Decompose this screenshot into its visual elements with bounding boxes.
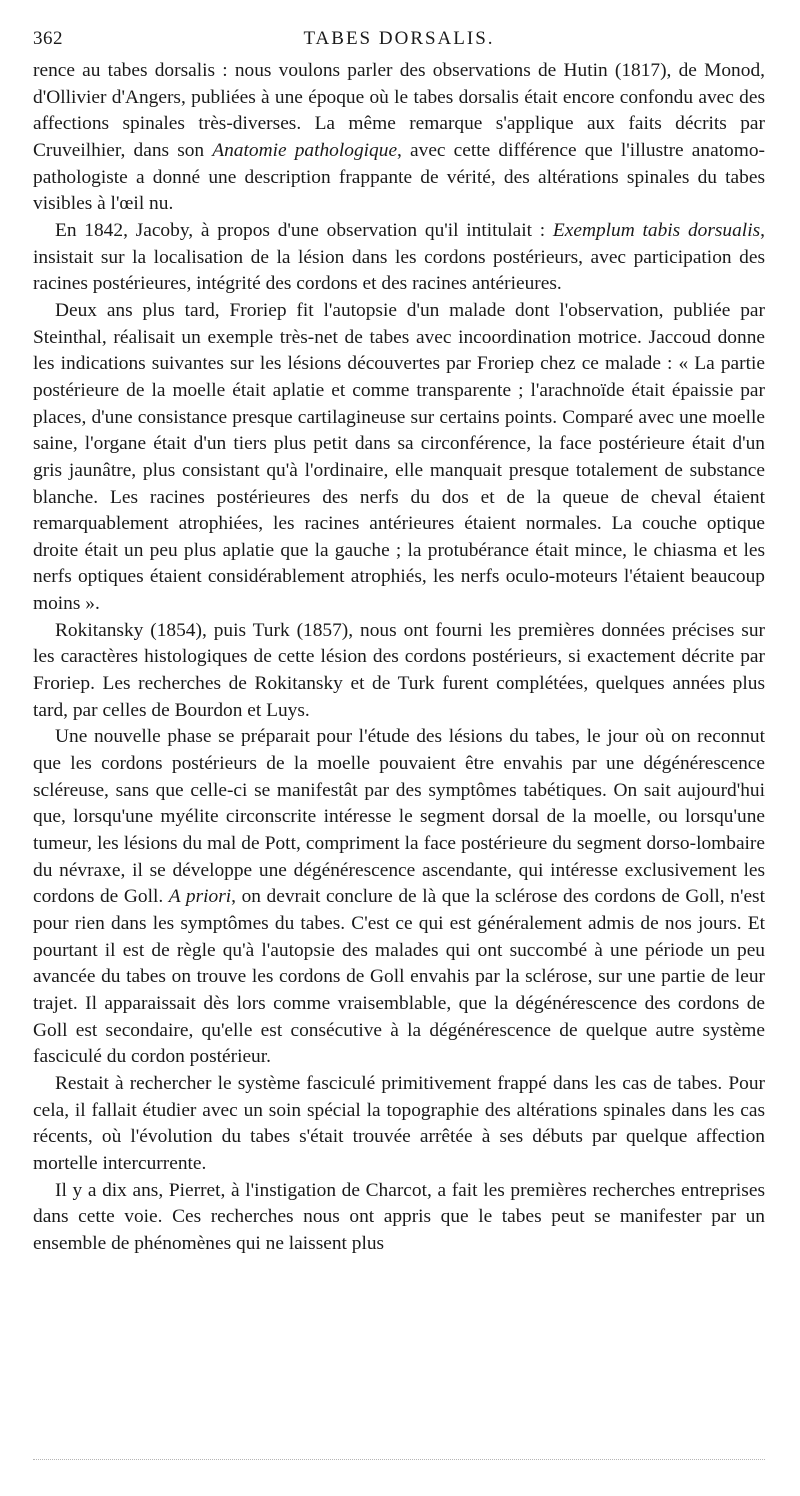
body-text [33,58,765,1258]
text-segment: , on devrait conclure de là que la sclérose des cordons de Goll, n'est pour rien dans les symptômes du tabes. C'est ce qui est généralement admis de nos jours. Et pourtant il est de règle qu'à l'autopsie des malades qui ont succombé à une période un peu avancée du tabes on trouve les cordons de Goll envahis par la sclérose, sur une partie de leur trajet. Il apparaissait dès lors comme vraisemblable, que la dégénérescence des cordons de Goll est secondaire, qu'elle est consécutive à la dégénérescence de quelque autre système fasciculé du cordon postérieur. [33,886,765,1068]
text-segment: Il y a dix ans, Pierret, à l'instigation de Charcot, a fait les premières recherches entreprises dans cette voie. Ces recherches nous ont appris que le tabes peut se manifester par un ensemble de phénomènes qui ne laissent plus [33,1179,765,1254]
text-segment: , avec cette différence que l'illustre anatomo-pathologiste a donné une description frappante de vérité, des altérations spinales du tabes visibles à l'œil nu. [33,139,765,215]
paragraph [33,298,765,618]
text-segment: Deux ans plus tard, Froriep fit l'autopsie d'un malade dont l'observation, publiée par Steinthal, réalisait un exemple très-net de tabes avec incoordination motrice. Jaccoud donne les indications suivantes sur les lésions découvertes par Froriep chez ce malade : « La partie postérieure de la moelle était aplatie et comme transparente ; l'arachnoïde était épaissie par places, d'une consistance presque cartilagineuse sur certains points. Comparé avec une moelle saine, l'organe était d'un tiers plus petit dans sa circonférence, la face postérieure était d'un gris jaunâtre, plus consistant qu'à l'ordinaire, elle manquait presque totalement de substance blanche. Les racines postérieures des nerfs du dos et de la queue de cheval étaient remarquablement atrophiées, les racines antérieures étaient normales. La couche optique droite était un peu plus aplatie que la gauche ; la protubérance était mince, le chiasma et les nerfs optiques étaient considérablement atrophiés, les nerfs oculo-moteurs l'étaient beaucoup moins ». [33,299,765,615]
paragraph [33,218,765,298]
paragraph [33,724,765,1071]
running-title: TABES DORSALIS. [303,28,495,49]
page-header [33,28,765,58]
text-segment: Restait à rechercher le système fasciculé primitivement frappé dans les cas de tabes. Pour cela, il fallait étudier avec un soin spécial la topographie des altérations spinales dans les cas récents, où l'évolution du tabes s'était trouvée arrêtée à ses débuts par quelque affection mortelle intercurrente. [33,1072,765,1174]
italic-text: Anatomie pathologique [212,139,398,161]
text-segment: En 1842, Jacoby, à propos d'une observation qu'il intitulait : [55,219,553,241]
paragraph [33,1071,765,1178]
page-number: 362 [33,28,63,49]
text-segment: , insistait sur la localisation de la lésion dans les cordons postérieurs, avec participation des racines postérieures, intégrité des cordons et des racines antérieures. [33,219,765,295]
italic-text: A priori [168,886,232,908]
text-segment: rence au tabes dorsalis : nous voulons parler des observations de Hutin (1817), de Monod, d'Ollivier d'Angers, publiées à une époque où le tabes dorsalis était encore confondu avec des affections spinales très-diverses. La même remarque s'applique aux faits décrits par Cruveilhier, dans son [33,60,765,161]
italic-text: Exemplum tabis dorsualis [552,219,761,241]
text-segment: Rokitansky (1854), puis Turk (1857), nous ont fourni les premières données précises sur les caractères histologiques de cette lésion des cordons postérieurs, si exactement décrite par Froriep. Les recherches de Rokitansky et de Turk furent complétées, quelques années plus tard, par celles de Bourdon et Luys. [33,619,765,721]
paragraph [33,58,765,218]
text-segment: Une nouvelle phase se préparait pour l'étude des lésions du tabes, le jour où on reconnut que les cordons postérieurs de la moelle pouvaient être envahis par une dégénérescence scléreuse, sans que celle-ci se manifestât par des symptômes tabétiques. On sait aujourd'hui que, lorsqu'une myélite circonscrite intéresse le segment dorsal de la moelle, ou lorsqu'une tumeur, les lésions du mal de Pott, compriment la face postérieure du segment dorso-lombaire du névraxe, il se développe une dégénérescence ascendante, qui intéresse exclusivement les cordons de Goll. [33,726,765,908]
footer-scan-artifact [33,1459,765,1460]
paragraph [33,618,765,725]
paragraph [33,1178,765,1258]
